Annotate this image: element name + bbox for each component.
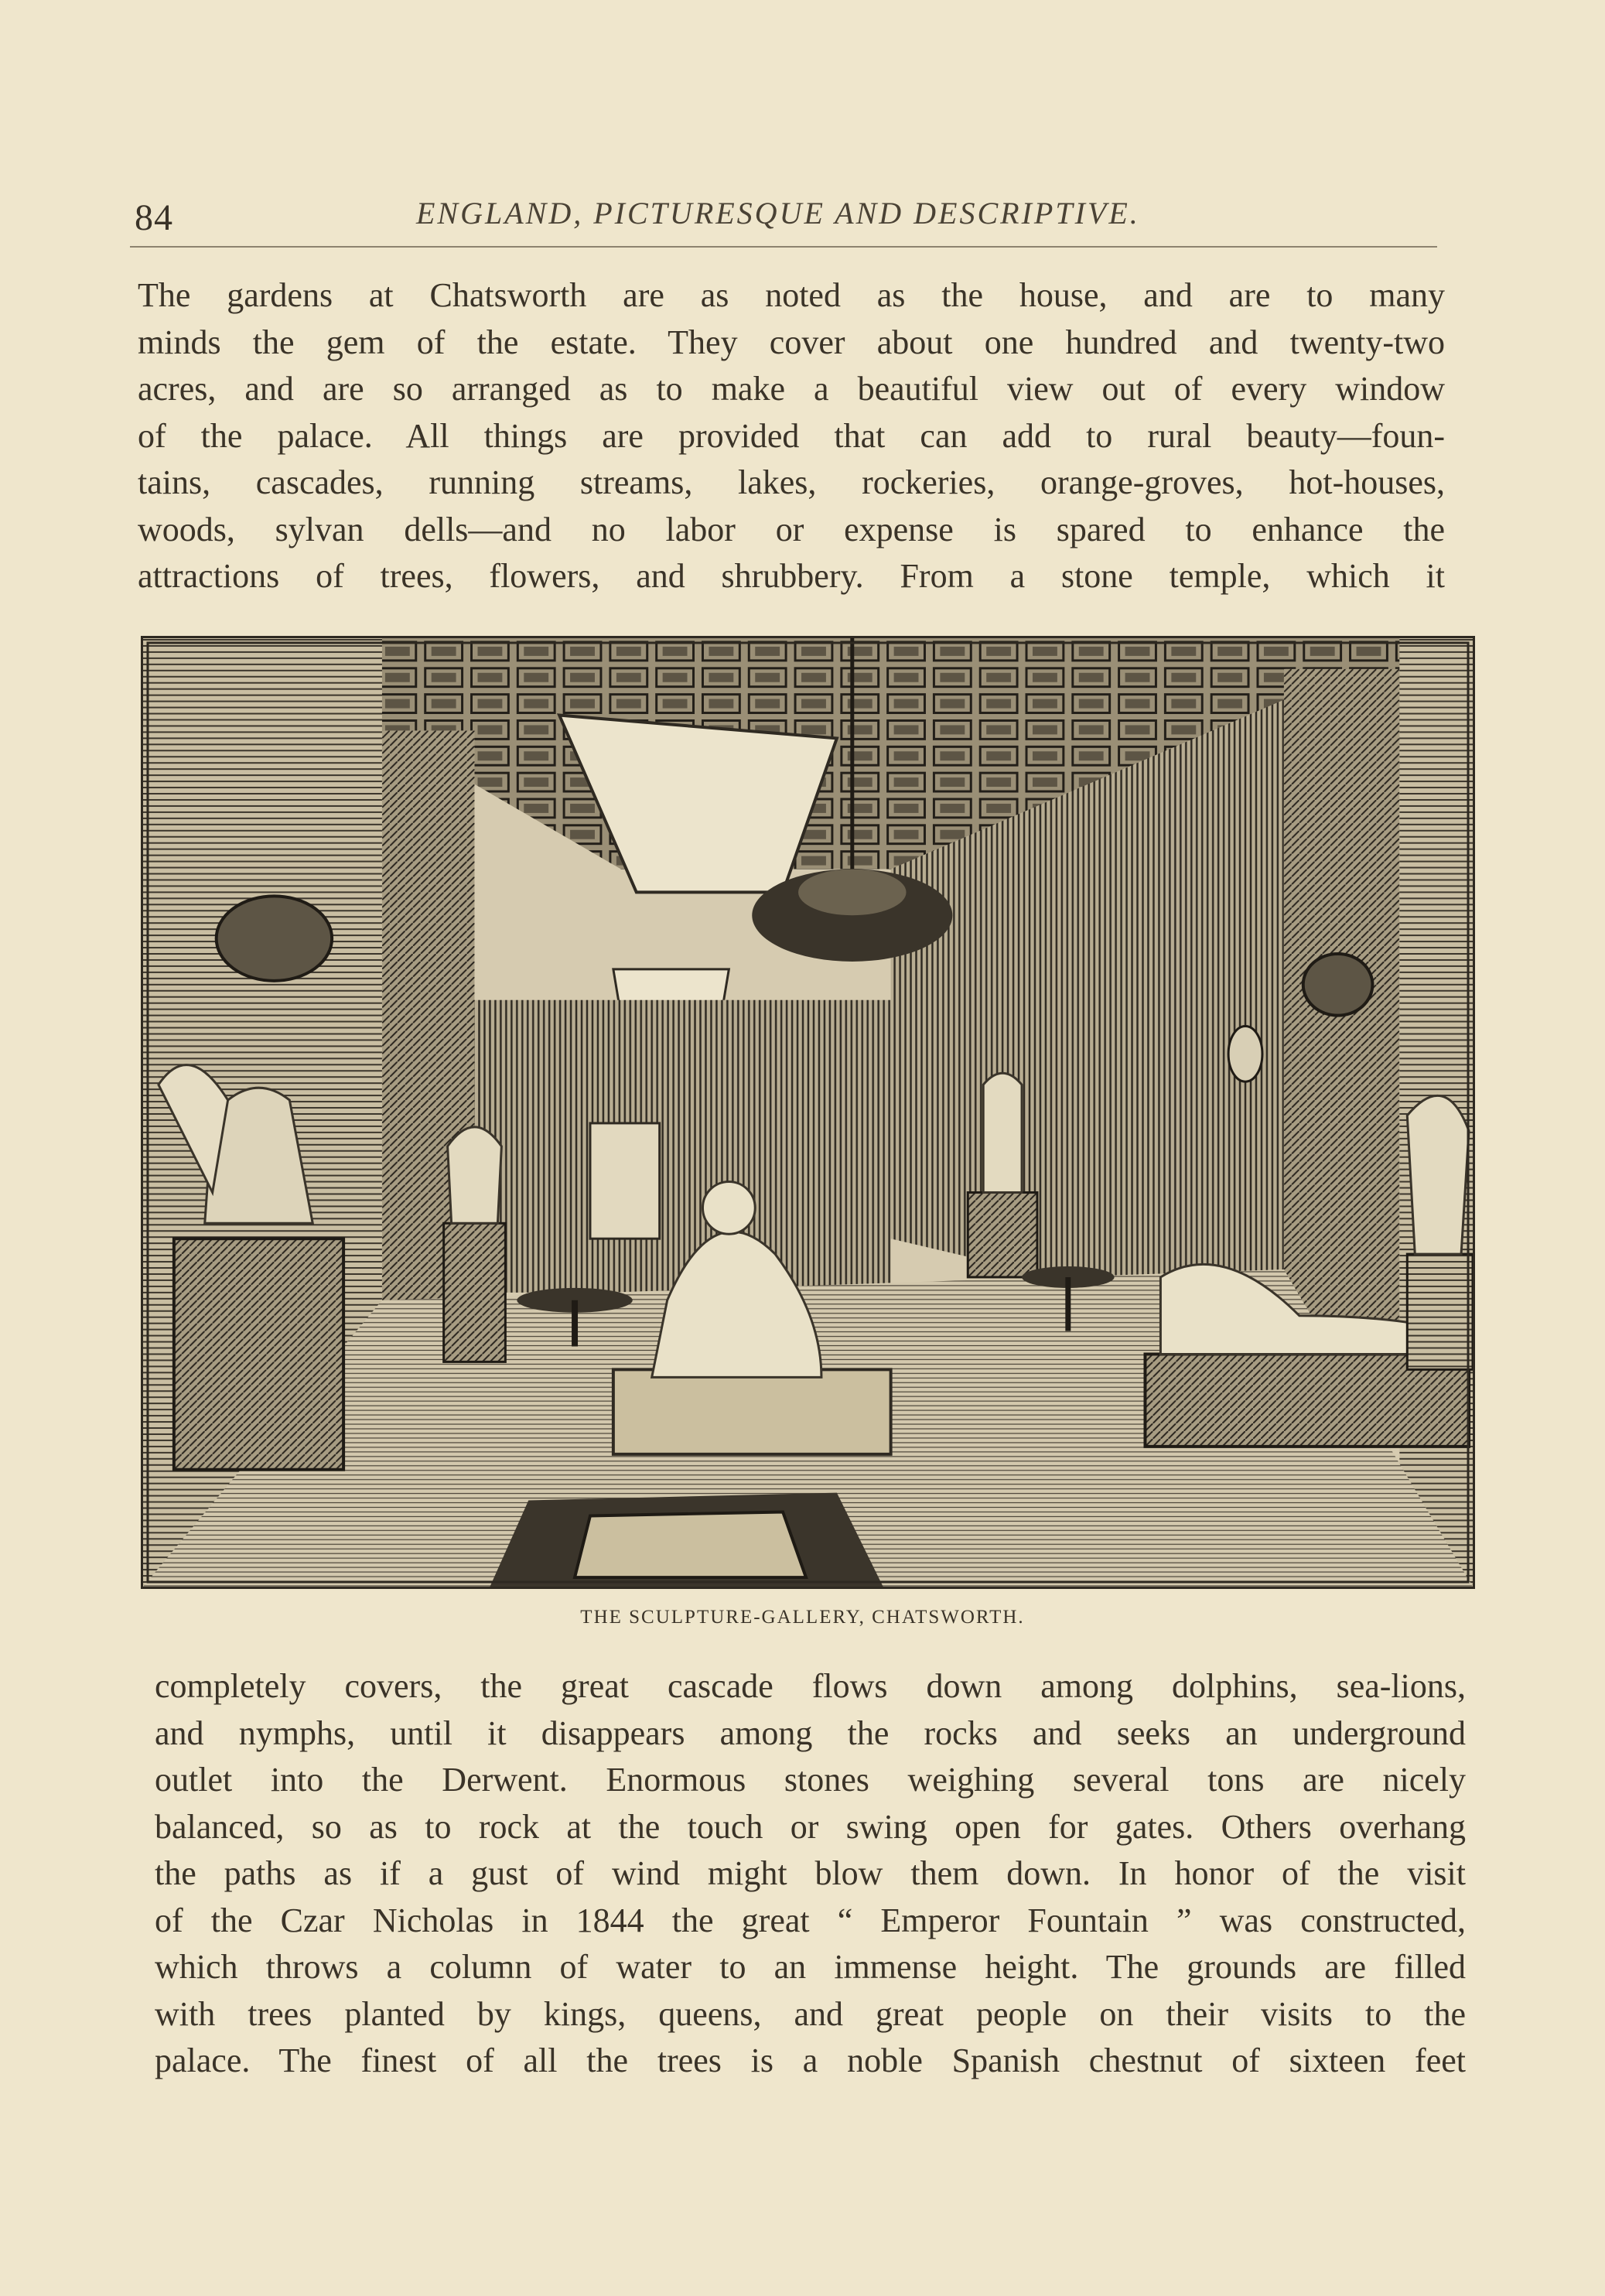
text-line: with trees planted by kings, queens, and great people on their visits to the bbox=[155, 1994, 1466, 2033]
paragraph-bottom bbox=[155, 1663, 1466, 2085]
running-head: ENGLAND, PICTURESQUE AND DESCRIPTIVE. bbox=[416, 196, 1140, 231]
text-line: of the palace. All things are provided that can add to rural beauty—foun- bbox=[138, 416, 1445, 455]
text-line: outlet into the Derwent. Enormous stones weighing several tons are nicely bbox=[155, 1761, 1466, 1799]
text-line: palace. The finest of all the trees is a noble Spanish chestnut of sixteen feet bbox=[155, 2041, 1466, 2079]
engraving-sculpture-gallery bbox=[141, 636, 1475, 1589]
text-line: attractions of trees, flowers, and shrubbery. From a stone temple, which it bbox=[138, 557, 1445, 595]
text-line: tains, cascades, running streams, lakes, rockeries, orange-groves, hot-houses, bbox=[138, 463, 1445, 501]
page-number: 84 bbox=[135, 197, 173, 238]
text-line: woods, sylvan dells—and no labor or expense is spared to enhance the bbox=[138, 510, 1445, 548]
page-header bbox=[130, 192, 1437, 238]
text-line: balanced, so as to rock at the touch or swing open for gates. Others overhang bbox=[155, 1807, 1466, 1846]
text-line: of the Czar Nicholas in 1844 the great “ Emperor Fountain ” was constructed, bbox=[155, 1901, 1466, 1939]
text-line: which throws a column of water to an immense height. The grounds are filled bbox=[155, 1948, 1466, 1986]
text-line: and nymphs, until it disappears among the rocks and seeks an underground bbox=[155, 1713, 1466, 1752]
engraving-illustration bbox=[143, 638, 1473, 1587]
text-line: completely covers, the great cascade flows down among dolphins, sea-lions, bbox=[155, 1667, 1466, 1705]
text-line: the paths as if a gust of wind might blow them down. In honor of the visit bbox=[155, 1854, 1466, 1892]
text-line: minds the gem of the estate. They cover about one hundred and twenty-two bbox=[138, 323, 1445, 361]
paragraph-top bbox=[138, 272, 1445, 600]
figure-caption: THE SCULPTURE-GALLERY, CHATSWORTH. bbox=[580, 1607, 1025, 1628]
header-rule bbox=[130, 246, 1437, 248]
text-line: acres, and are so arranged as to make a beautiful view out of every window bbox=[138, 370, 1445, 408]
text-line: The gardens at Chatsworth are as noted as the house, and are to many bbox=[138, 276, 1445, 314]
